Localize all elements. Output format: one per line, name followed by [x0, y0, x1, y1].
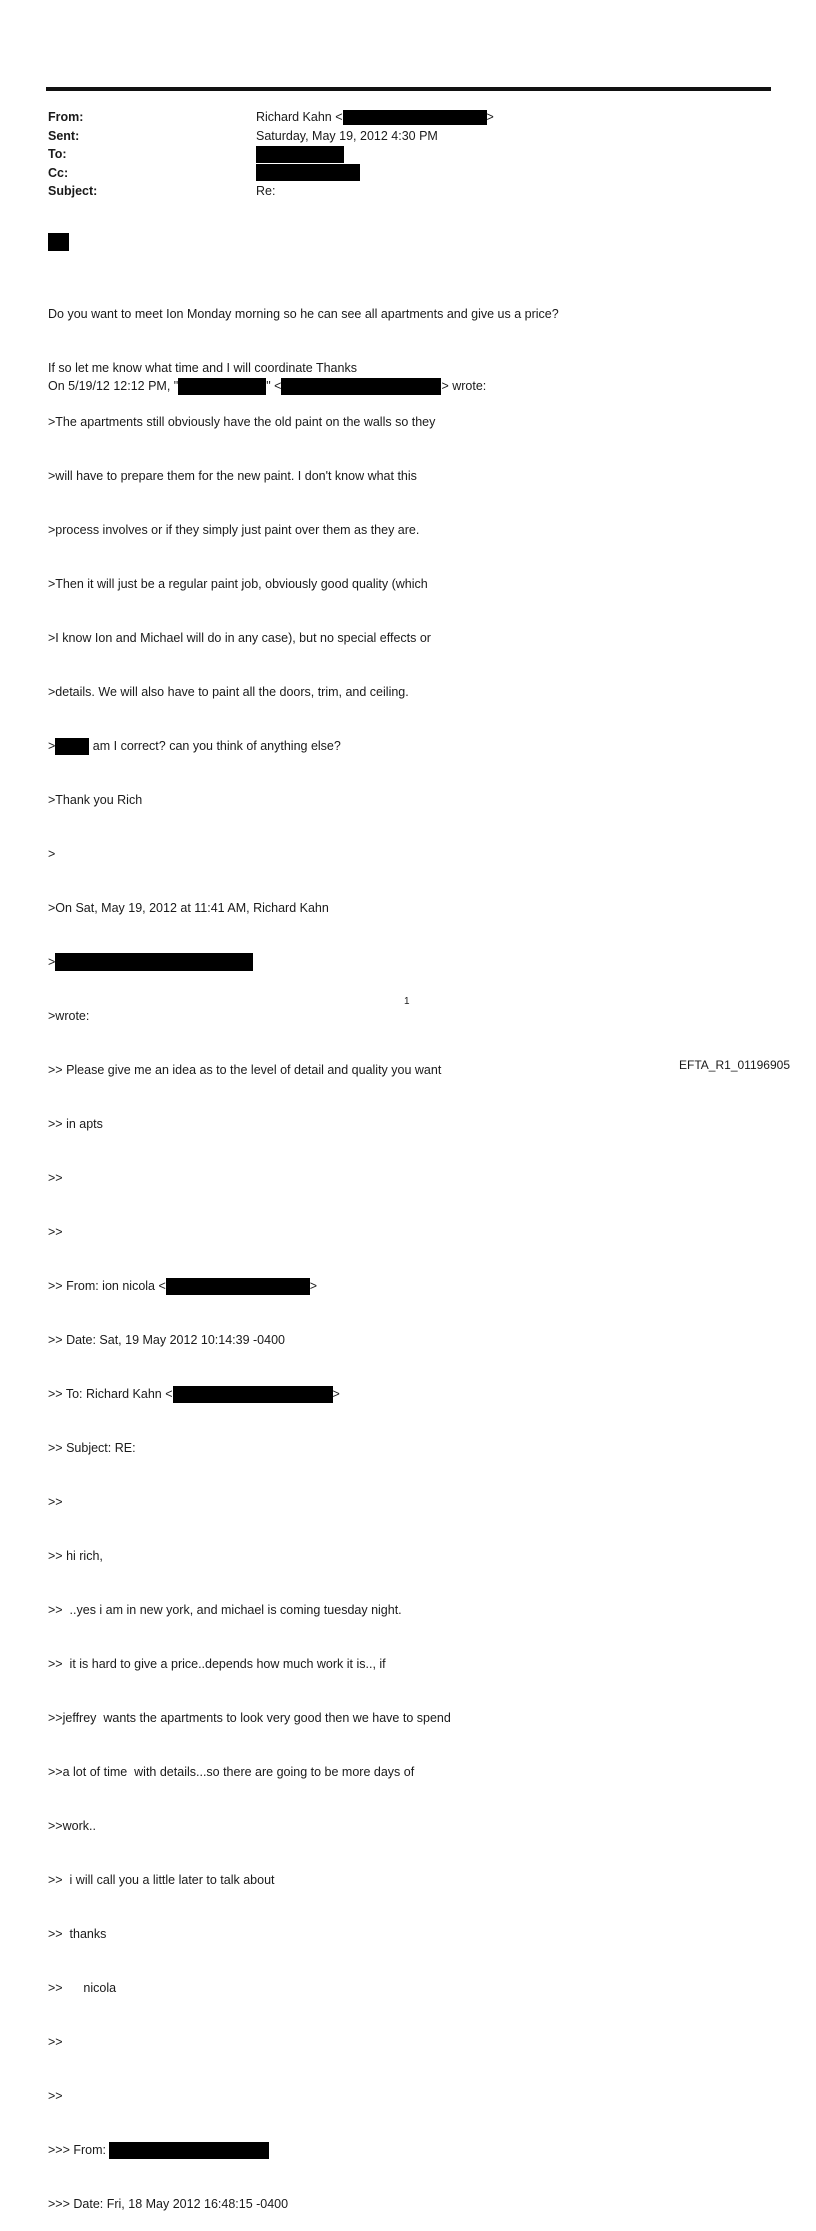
quoted-line: >process involves or if they simply just paint over them as they are. [48, 523, 420, 537]
quoted-line: >will have to prepare them for the new paint. I don't know what this [48, 469, 417, 483]
redaction-box [48, 233, 69, 251]
quoted-line: >> Please give me an idea as to the level of detail and quality you want [48, 1063, 442, 1077]
quoted-line: >>jeffrey wants the apartments to look very good then we have to spend [48, 1711, 451, 1725]
from-value [256, 110, 494, 125]
quoted-line: >> [48, 2089, 63, 2103]
redaction-box [256, 146, 344, 163]
quoted-line: >>work.. [48, 1819, 96, 1833]
page-number: 1 [404, 996, 410, 1007]
cc-label: Cc: [48, 165, 69, 180]
quoted-line: am I correct? can you think of anything else? [89, 739, 341, 753]
quoted-thread [48, 377, 451, 2231]
sent-value: Saturday, May 19, 2012 4:30 PM [256, 128, 438, 143]
redaction-box [173, 1386, 333, 1403]
message-line: If so let me know what time and I will coordinate Thanks [48, 361, 357, 375]
message-line: Do you want to meet Ion Monday morning so he can see all apartments and give us a price? [48, 307, 559, 321]
header-rule [46, 87, 771, 91]
quoted-line: >On Sat, May 19, 2012 at 11:41 AM, Richard Kahn [48, 901, 329, 915]
quoted-line: >wrote: [48, 1009, 90, 1023]
redaction-box [166, 1278, 310, 1295]
redaction-box [343, 110, 487, 125]
sent-label: Sent: [48, 128, 80, 143]
quoted-line: >>> Date: Fri, 18 May 2012 16:48:15 -0400 [48, 2197, 289, 2211]
quoted-line: >> Subject: RE: [48, 1441, 136, 1455]
redaction-box [55, 738, 89, 755]
quoted-line: >> To: Richard Kahn < [48, 1387, 173, 1401]
subject-label: Subject: [48, 184, 98, 199]
quoted-line: > [48, 955, 56, 969]
quoted-line: >> in apts [48, 1117, 103, 1131]
quoted-line: >> From: ion nicola < [48, 1279, 166, 1293]
from-label: From: [48, 110, 84, 125]
quoted-line: > [309, 1279, 318, 1293]
redaction-box [55, 953, 253, 971]
quoted-line: >> i will call you a little later to talk about [48, 1873, 275, 1887]
redaction-box [109, 2142, 269, 2159]
cc-row [48, 164, 768, 183]
to-row [48, 145, 768, 164]
to-label: To: [48, 147, 67, 162]
quoted-line: >I know Ion and Michael will do in any case), but no special effects or [48, 631, 431, 645]
quoted-line: > [48, 739, 56, 753]
from-close: > [486, 110, 494, 125]
quoted-line: >>a lot of time with details...so there are going to be more days of [48, 1765, 415, 1779]
quoted-line: > [48, 847, 56, 861]
quoted-line: >> Date: Sat, 19 May 2012 10:14:39 -0400 [48, 1333, 285, 1347]
document-id: EFTA_R1_01196905 [679, 1058, 790, 1072]
quoted-line: >> thanks [48, 1927, 107, 1941]
quoted-line: >> [48, 1495, 63, 1509]
quoted-line: >> it is hard to give a price..depends how much work it is.., if [48, 1657, 386, 1671]
redaction-box [256, 164, 360, 181]
quote-intro-mid: " < [266, 379, 282, 393]
subject-row [48, 182, 768, 201]
sent-row [48, 127, 768, 146]
quoted-line: >> [48, 2035, 63, 2049]
quoted-line: >> nicola [48, 1981, 117, 1995]
subject-value: Re: [256, 184, 276, 199]
quoted-line: >details. We will also have to paint all the doors, trim, and ceiling. [48, 685, 409, 699]
from-row [48, 108, 768, 127]
email-header [48, 108, 768, 201]
quote-intro-suffix: > wrote: [441, 379, 487, 393]
from-name: Richard Kahn < [256, 110, 343, 125]
quoted-line: >> [48, 1225, 63, 1239]
quoted-line: >>> From: [48, 2143, 110, 2157]
quoted-line: >Then it will just be a regular paint job, obviously good quality (which [48, 577, 428, 591]
quoted-line: > [332, 1387, 340, 1401]
quoted-line: >> [48, 1171, 63, 1185]
quote-intro-prefix: On 5/19/12 12:12 PM, " [48, 379, 179, 393]
quoted-line: >Thank you Rich [48, 793, 143, 807]
quoted-line: >> ..yes i am in new york, and michael is coming tuesday night. [48, 1603, 402, 1617]
quoted-line: >The apartments still obviously have the old paint on the walls so they [48, 415, 436, 429]
quoted-line: >> hi rich, [48, 1549, 103, 1563]
